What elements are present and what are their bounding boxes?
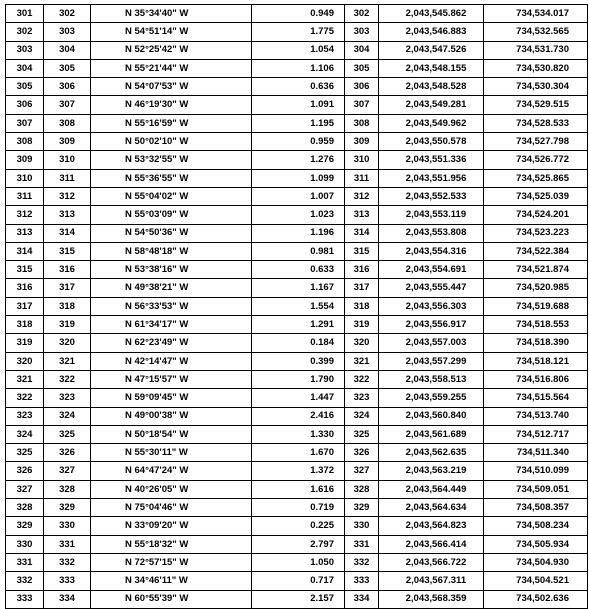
- cell-vertex: 305: [345, 59, 379, 77]
- cell-to-station: 306: [44, 78, 91, 96]
- cell-to-station: 303: [44, 23, 91, 41]
- table-row: [6, 187, 588, 205]
- cell-northing: 2,043,559.255: [379, 389, 484, 407]
- cell-bearing: N 54°51'14" W: [91, 23, 252, 41]
- cell-distance: 0.225: [252, 517, 345, 535]
- cell-bearing: N 72°57'15" W: [91, 553, 252, 571]
- cell-to-station: 319: [44, 316, 91, 334]
- cell-bearing: N 55°21'44" W: [91, 59, 252, 77]
- cell-to-station: 321: [44, 352, 91, 370]
- cell-northing: 2,043,556.303: [379, 297, 484, 315]
- cell-vertex: 326: [345, 444, 379, 462]
- cell-from-station: 322: [6, 389, 44, 407]
- cell-northing: 2,043,557.299: [379, 352, 484, 370]
- cell-easting: 734,518.553: [484, 316, 588, 334]
- cell-to-station: 323: [44, 389, 91, 407]
- cell-easting: 734,528.533: [484, 114, 588, 132]
- cell-bearing: N 33°09'20" W: [91, 517, 252, 535]
- cell-bearing: N 40°26'05" W: [91, 480, 252, 498]
- cell-to-station: 316: [44, 261, 91, 279]
- cell-to-station: 308: [44, 114, 91, 132]
- cell-to-station: 314: [44, 224, 91, 242]
- cell-to-station: 307: [44, 96, 91, 114]
- cell-easting: 734,513.740: [484, 407, 588, 425]
- cell-vertex: 311: [345, 169, 379, 187]
- cell-northing: 2,043,546.883: [379, 23, 484, 41]
- table-row: [6, 297, 588, 315]
- cell-bearing: N 52°25'42" W: [91, 41, 252, 59]
- table-row: [6, 41, 588, 59]
- cell-northing: 2,043,564.823: [379, 517, 484, 535]
- table-row: [6, 206, 588, 224]
- cell-from-station: 311: [6, 187, 44, 205]
- cell-easting: 734,510.099: [484, 462, 588, 480]
- cell-vertex: 309: [345, 133, 379, 151]
- table-row: [6, 169, 588, 187]
- cell-vertex: 328: [345, 480, 379, 498]
- cell-bearing: N 47°15'57" W: [91, 370, 252, 388]
- cell-distance: 1.091: [252, 96, 345, 114]
- cell-vertex: 315: [345, 242, 379, 260]
- table-row: [6, 261, 588, 279]
- table-row: [6, 590, 588, 608]
- table-row: [6, 352, 588, 370]
- cell-vertex: 320: [345, 334, 379, 352]
- cell-vertex: 317: [345, 279, 379, 297]
- table-row: [6, 444, 588, 462]
- cell-bearing: N 55°18'32" W: [91, 535, 252, 553]
- cell-to-station: 332: [44, 553, 91, 571]
- cell-easting: 734,511.340: [484, 444, 588, 462]
- cell-northing: 2,043,566.722: [379, 553, 484, 571]
- cell-from-station: 304: [6, 59, 44, 77]
- cell-to-station: 329: [44, 499, 91, 517]
- cell-vertex: 308: [345, 114, 379, 132]
- cell-from-station: 301: [6, 5, 44, 23]
- table-row: [6, 78, 588, 96]
- cell-vertex: 334: [345, 590, 379, 608]
- cell-northing: 2,043,566.414: [379, 535, 484, 553]
- table-row: [6, 114, 588, 132]
- table-row: [6, 224, 588, 242]
- cell-to-station: 318: [44, 297, 91, 315]
- cell-northing: 2,043,560.840: [379, 407, 484, 425]
- cell-distance: 1.195: [252, 114, 345, 132]
- cell-easting: 734,520.985: [484, 279, 588, 297]
- cell-bearing: N 56°33'53" W: [91, 297, 252, 315]
- cell-from-station: 330: [6, 535, 44, 553]
- cell-from-station: 305: [6, 78, 44, 96]
- cell-distance: 0.399: [252, 352, 345, 370]
- cell-easting: 734,532.565: [484, 23, 588, 41]
- cell-vertex: 313: [345, 206, 379, 224]
- cell-northing: 2,043,563.219: [379, 462, 484, 480]
- cell-northing: 2,043,552.533: [379, 187, 484, 205]
- cell-northing: 2,043,553.808: [379, 224, 484, 242]
- cell-northing: 2,043,550.578: [379, 133, 484, 151]
- cell-northing: 2,043,545.862: [379, 5, 484, 23]
- cell-northing: 2,043,564.449: [379, 480, 484, 498]
- table-row: [6, 23, 588, 41]
- cell-northing: 2,043,557.003: [379, 334, 484, 352]
- cell-distance: 1.790: [252, 370, 345, 388]
- cell-bearing: N 50°02'10" W: [91, 133, 252, 151]
- cell-bearing: N 35°34'40" W: [91, 5, 252, 23]
- cell-to-station: 324: [44, 407, 91, 425]
- cell-distance: 1.554: [252, 297, 345, 315]
- cell-to-station: 320: [44, 334, 91, 352]
- cell-bearing: N 55°16'59" W: [91, 114, 252, 132]
- cell-from-station: 319: [6, 334, 44, 352]
- cell-bearing: N 34°46'11" W: [91, 572, 252, 590]
- cell-from-station: 331: [6, 553, 44, 571]
- table-row: [6, 480, 588, 498]
- cell-easting: 734,508.234: [484, 517, 588, 535]
- cell-to-station: 304: [44, 41, 91, 59]
- cell-to-station: 309: [44, 133, 91, 151]
- cell-easting: 734,526.772: [484, 151, 588, 169]
- cell-from-station: 315: [6, 261, 44, 279]
- cell-easting: 734,529.515: [484, 96, 588, 114]
- cell-distance: 1.007: [252, 187, 345, 205]
- survey-table-body: [6, 5, 588, 609]
- cell-distance: 1.291: [252, 316, 345, 334]
- cell-bearing: N 49°38'21" W: [91, 279, 252, 297]
- cell-from-station: 317: [6, 297, 44, 315]
- cell-to-station: 334: [44, 590, 91, 608]
- table-row: [6, 316, 588, 334]
- cell-to-station: 326: [44, 444, 91, 462]
- cell-vertex: 312: [345, 187, 379, 205]
- cell-easting: 734,530.820: [484, 59, 588, 77]
- cell-distance: 1.050: [252, 553, 345, 571]
- cell-bearing: N 60°55'39" W: [91, 590, 252, 608]
- cell-to-station: 315: [44, 242, 91, 260]
- cell-easting: 734,523.223: [484, 224, 588, 242]
- cell-bearing: N 61°34'17" W: [91, 316, 252, 334]
- cell-northing: 2,043,564.634: [379, 499, 484, 517]
- table-row: [6, 535, 588, 553]
- cell-vertex: 306: [345, 78, 379, 96]
- table-row: [6, 517, 588, 535]
- cell-from-station: 308: [6, 133, 44, 151]
- cell-distance: 0.717: [252, 572, 345, 590]
- cell-bearing: N 64°47'24" W: [91, 462, 252, 480]
- cell-vertex: 333: [345, 572, 379, 590]
- table-row: [6, 425, 588, 443]
- cell-easting: 734,508.357: [484, 499, 588, 517]
- cell-easting: 734,505.934: [484, 535, 588, 553]
- survey-table-container: [5, 4, 588, 609]
- cell-distance: 1.099: [252, 169, 345, 187]
- cell-bearing: N 55°36'55" W: [91, 169, 252, 187]
- table-row: [6, 59, 588, 77]
- cell-from-station: 326: [6, 462, 44, 480]
- cell-easting: 734,530.304: [484, 78, 588, 96]
- table-row: [6, 407, 588, 425]
- table-row: [6, 389, 588, 407]
- cell-distance: 1.775: [252, 23, 345, 41]
- cell-distance: 1.372: [252, 462, 345, 480]
- cell-northing: 2,043,547.526: [379, 41, 484, 59]
- cell-from-station: 306: [6, 96, 44, 114]
- cell-bearing: N 54°50'36" W: [91, 224, 252, 242]
- table-row: [6, 96, 588, 114]
- cell-vertex: 319: [345, 316, 379, 334]
- cell-from-station: 329: [6, 517, 44, 535]
- cell-bearing: N 75°04'46" W: [91, 499, 252, 517]
- cell-vertex: 330: [345, 517, 379, 535]
- cell-bearing: N 53°38'16" W: [91, 261, 252, 279]
- cell-from-station: 325: [6, 444, 44, 462]
- cell-vertex: 316: [345, 261, 379, 279]
- cell-to-station: 305: [44, 59, 91, 77]
- cell-from-station: 307: [6, 114, 44, 132]
- cell-distance: 2.416: [252, 407, 345, 425]
- cell-from-station: 316: [6, 279, 44, 297]
- cell-bearing: N 49°00'38" W: [91, 407, 252, 425]
- cell-vertex: 314: [345, 224, 379, 242]
- cell-vertex: 327: [345, 462, 379, 480]
- cell-bearing: N 55°04'02" W: [91, 187, 252, 205]
- cell-to-station: 312: [44, 187, 91, 205]
- cell-distance: 1.106: [252, 59, 345, 77]
- cell-distance: 1.054: [252, 41, 345, 59]
- table-row: [6, 5, 588, 23]
- cell-distance: 1.330: [252, 425, 345, 443]
- cell-from-station: 318: [6, 316, 44, 334]
- cell-bearing: N 58°48'18" W: [91, 242, 252, 260]
- cell-to-station: 333: [44, 572, 91, 590]
- cell-distance: 1.616: [252, 480, 345, 498]
- cell-from-station: 333: [6, 590, 44, 608]
- cell-easting: 734,524.201: [484, 206, 588, 224]
- cell-distance: 2.157: [252, 590, 345, 608]
- cell-to-station: 325: [44, 425, 91, 443]
- cell-northing: 2,043,553.119: [379, 206, 484, 224]
- cell-to-station: 322: [44, 370, 91, 388]
- cell-vertex: 321: [345, 352, 379, 370]
- table-row: [6, 242, 588, 260]
- cell-distance: 0.184: [252, 334, 345, 352]
- cell-distance: 0.981: [252, 242, 345, 260]
- table-row: [6, 370, 588, 388]
- cell-to-station: 330: [44, 517, 91, 535]
- cell-from-station: 324: [6, 425, 44, 443]
- cell-northing: 2,043,556.917: [379, 316, 484, 334]
- cell-bearing: N 42°14'47" W: [91, 352, 252, 370]
- cell-from-station: 313: [6, 224, 44, 242]
- cell-bearing: N 55°03'09" W: [91, 206, 252, 224]
- cell-easting: 734,504.521: [484, 572, 588, 590]
- cell-vertex: 318: [345, 297, 379, 315]
- cell-distance: 1.670: [252, 444, 345, 462]
- cell-distance: 0.633: [252, 261, 345, 279]
- cell-easting: 734,525.039: [484, 187, 588, 205]
- cell-bearing: N 46°19'30" W: [91, 96, 252, 114]
- cell-from-station: 332: [6, 572, 44, 590]
- cell-easting: 734,521.874: [484, 261, 588, 279]
- cell-bearing: N 50°18'54" W: [91, 425, 252, 443]
- cell-bearing: N 62°23'49" W: [91, 334, 252, 352]
- cell-to-station: 302: [44, 5, 91, 23]
- table-row: [6, 151, 588, 169]
- cell-to-station: 317: [44, 279, 91, 297]
- cell-northing: 2,043,568.359: [379, 590, 484, 608]
- cell-northing: 2,043,549.962: [379, 114, 484, 132]
- cell-to-station: 328: [44, 480, 91, 498]
- cell-from-station: 303: [6, 41, 44, 59]
- cell-easting: 734,504.930: [484, 553, 588, 571]
- cell-distance: 1.447: [252, 389, 345, 407]
- cell-vertex: 302: [345, 5, 379, 23]
- cell-bearing: N 59°09'45" W: [91, 389, 252, 407]
- cell-distance: 1.023: [252, 206, 345, 224]
- cell-vertex: 324: [345, 407, 379, 425]
- cell-from-station: 323: [6, 407, 44, 425]
- cell-bearing: N 55°30'11" W: [91, 444, 252, 462]
- cell-northing: 2,043,554.316: [379, 242, 484, 260]
- cell-vertex: 303: [345, 23, 379, 41]
- cell-from-station: 320: [6, 352, 44, 370]
- cell-easting: 734,512.717: [484, 425, 588, 443]
- cell-from-station: 302: [6, 23, 44, 41]
- cell-vertex: 323: [345, 389, 379, 407]
- cell-easting: 734,502.636: [484, 590, 588, 608]
- cell-easting: 734,509.051: [484, 480, 588, 498]
- cell-bearing: N 54°07'53" W: [91, 78, 252, 96]
- table-row: [6, 462, 588, 480]
- cell-easting: 734,519.688: [484, 297, 588, 315]
- cell-easting: 734,516.806: [484, 370, 588, 388]
- cell-to-station: 331: [44, 535, 91, 553]
- cell-northing: 2,043,551.336: [379, 151, 484, 169]
- cell-distance: 0.949: [252, 5, 345, 23]
- cell-to-station: 310: [44, 151, 91, 169]
- table-row: [6, 499, 588, 517]
- cell-vertex: 329: [345, 499, 379, 517]
- cell-northing: 2,043,558.513: [379, 370, 484, 388]
- cell-northing: 2,043,548.155: [379, 59, 484, 77]
- table-row: [6, 279, 588, 297]
- table-row: [6, 553, 588, 571]
- cell-northing: 2,043,567.311: [379, 572, 484, 590]
- survey-coordinates-table: [5, 4, 588, 609]
- cell-northing: 2,043,548.528: [379, 78, 484, 96]
- cell-easting: 734,534.017: [484, 5, 588, 23]
- cell-northing: 2,043,554.691: [379, 261, 484, 279]
- cell-from-station: 327: [6, 480, 44, 498]
- cell-vertex: 322: [345, 370, 379, 388]
- cell-distance: 1.276: [252, 151, 345, 169]
- cell-vertex: 304: [345, 41, 379, 59]
- cell-vertex: 332: [345, 553, 379, 571]
- cell-vertex: 307: [345, 96, 379, 114]
- cell-from-station: 321: [6, 370, 44, 388]
- cell-distance: 0.719: [252, 499, 345, 517]
- cell-to-station: 313: [44, 206, 91, 224]
- cell-northing: 2,043,555.447: [379, 279, 484, 297]
- table-row: [6, 572, 588, 590]
- cell-northing: 2,043,551.956: [379, 169, 484, 187]
- cell-distance: 1.196: [252, 224, 345, 242]
- cell-vertex: 331: [345, 535, 379, 553]
- cell-distance: 1.167: [252, 279, 345, 297]
- cell-to-station: 327: [44, 462, 91, 480]
- table-row: [6, 334, 588, 352]
- cell-distance: 0.959: [252, 133, 345, 151]
- cell-from-station: 309: [6, 151, 44, 169]
- cell-easting: 734,515.564: [484, 389, 588, 407]
- cell-from-station: 312: [6, 206, 44, 224]
- cell-easting: 734,531.730: [484, 41, 588, 59]
- cell-vertex: 325: [345, 425, 379, 443]
- cell-to-station: 311: [44, 169, 91, 187]
- cell-easting: 734,527.798: [484, 133, 588, 151]
- cell-northing: 2,043,561.689: [379, 425, 484, 443]
- cell-from-station: 314: [6, 242, 44, 260]
- cell-from-station: 328: [6, 499, 44, 517]
- cell-easting: 734,525.865: [484, 169, 588, 187]
- cell-vertex: 310: [345, 151, 379, 169]
- cell-from-station: 310: [6, 169, 44, 187]
- table-row: [6, 133, 588, 151]
- cell-distance: 2.797: [252, 535, 345, 553]
- cell-bearing: N 53°32'55" W: [91, 151, 252, 169]
- cell-northing: 2,043,562.635: [379, 444, 484, 462]
- cell-distance: 0.636: [252, 78, 345, 96]
- cell-easting: 734,518.121: [484, 352, 588, 370]
- cell-northing: 2,043,549.281: [379, 96, 484, 114]
- cell-easting: 734,518.390: [484, 334, 588, 352]
- cell-easting: 734,522.384: [484, 242, 588, 260]
